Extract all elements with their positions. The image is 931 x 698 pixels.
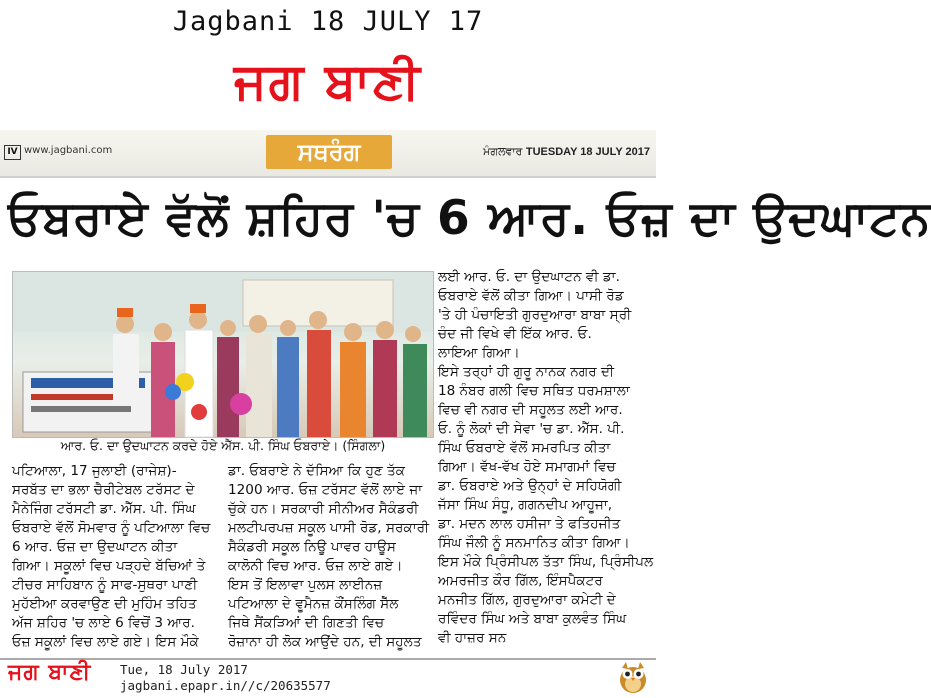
page-date-weekday: ਮੰਗਲਵਾਰ	[483, 145, 523, 158]
article-line: 'ਤੇ ਹੀ ਪੰਚਾਇਤੀ ਗੁਰਦੁਆਰਾ ਬਾਬਾ ਸ੍ਰੀ	[438, 307, 632, 323]
owl-icon	[618, 660, 648, 694]
article-line: ਪਟਿਆਲਾ ਦੇ ਵੂਮੈਨਜ਼ ਕੌਂਸਲਿੰਗ ਸੈੱਲ	[228, 596, 399, 612]
article-line: 18 ਨੰਬਰ ਗਲੀ ਵਿਚ ਸਥਿਤ ਧਰਮਸ਼ਾਲਾ	[438, 383, 630, 399]
article-line: 6 ਆਰ. ਓਜ਼ ਦਾ ਉਦਘਾਟਨ ਕੀਤਾ	[12, 539, 178, 555]
footer-date: Tue, 18 July 2017	[120, 662, 248, 677]
footer-link[interactable]: jagbani.epapr.in//c/20635577	[120, 678, 331, 693]
article-line: ਜੱਸਾ ਸਿੰਘ ਸੰਧੂ, ਗਗਨਦੀਪ ਆਹੂਜਾ,	[438, 497, 613, 513]
article-line: ਰਵਿੰਦਰ ਸਿੰਘ ਅਤੇ ਬਾਬਾ ਕੁਲਵੰਤ ਸਿੰਘ	[438, 611, 627, 627]
article-line: ਮੁਹੱਈਆ ਕਰਵਾਉਣ ਦੀ ਮੁਹਿੰਮ ਤਹਿਤ	[12, 596, 197, 612]
article-headline: ਓਬਰਾਏ ਵੱਲੋਂ ਸ਼ਹਿਰ 'ਚ 6 ਆਰ. ਓਜ਼ ਦਾ ਉਦਘਾਟਨ	[8, 191, 931, 246]
section-label: ਸਥਰੰਗ	[266, 135, 392, 169]
article-line: ਡਾ. ਓਬਰਾਏ ਨੇ ਦੱਸਿਆ ਕਿ ਹੁਣ ਤੱਕ	[228, 463, 406, 479]
article-line: ਲਾਇਆ ਗਿਆ।	[438, 345, 520, 361]
article-line: ਓਬਰਾਏ ਵੱਲੋਂ ਸੋਮਵਾਰ ਨੂੰ ਪਟਿਆਲਾ ਵਿਚ	[12, 520, 211, 536]
article-line: ਰੋਜ਼ਾਨਾ ਹੀ ਲੋਕ ਆਉਂਦੇ ਹਨ, ਦੀ ਸਹੂਲਤ	[228, 634, 422, 650]
article-line: ਮੈਨੇਜਿੰਗ ਟਰੱਸਟੀ ਡਾ. ਐੱਸ. ਪੀ. ਸਿੰਘ	[12, 501, 196, 517]
article-line: ਇਸੇ ਤਰ੍ਹਾਂ ਹੀ ਗੁਰੂ ਨਾਨਕ ਨਗਰ ਦੀ	[438, 364, 615, 380]
article-line: ਸੈਕੰਡਰੀ ਸਕੂਲ ਨਿਊ ਪਾਵਰ ਹਾਊਸ	[228, 539, 396, 555]
article-line: ਚੰਦ ਜੀ ਵਿਖੇ ਵੀ ਇੱਕ ਆਰ. ਓ.	[438, 326, 592, 342]
article-line: ਓਬਰਾਏ ਵੱਲੋਂ ਕੀਤਾ ਗਿਆ। ਪਾਸੀ ਰੋਡ	[438, 288, 624, 304]
footer-info	[120, 662, 331, 694]
group-photo-illustration	[13, 272, 433, 437]
article-line: ਮਲਟੀਪਰਪਜ਼ ਸਕੂਲ ਪਾਸੀ ਰੋਡ, ਸਰਕਾਰੀ	[228, 520, 430, 536]
article-line: ਓਜ਼ ਸਕੂਲਾਂ ਵਿਚ ਲਾਏ ਗਏ। ਇਸ ਮੌਕੇ	[12, 634, 199, 650]
article-line: ਸਿੰਘ ਓਬਰਾਏ ਵੱਲੋਂ ਸਮਰਪਿਤ ਕੀਤਾ	[438, 440, 611, 456]
article-line: ਸਿੰਘ ਜੌਲੀ ਨੂੰ ਸਨਮਾਨਿਤ ਕੀਤਾ ਗਿਆ।	[438, 535, 630, 551]
clipping-title: Jagbani 18 JULY 17	[172, 6, 484, 37]
article-line: ਓ. ਨੂੰ ਲੋਕਾਂ ਦੀ ਸੇਵਾ 'ਚ ਡਾ. ਐੱਸ. ਪੀ.	[438, 421, 625, 437]
article-line: ਟੀਚਰ ਸਾਹਿਬਾਨ ਨੂੰ ਸਾਫ-ਸੁਥਰਾ ਪਾਣੀ	[12, 577, 198, 593]
article-line: ਜਿਥੇ ਸੈਂਕੜਿਆਂ ਦੀ ਗਿਣਤੀ ਵਿਚ	[228, 615, 385, 631]
article-line: ਇਸ ਮੌਕੇ ਪ੍ਰਿੰਸੀਪਲ ਤੱਤਾ ਸਿੰਘ, ਪ੍ਰਿੰਸੀਪਲ	[438, 554, 654, 570]
footer-divider	[0, 658, 656, 660]
article-line: ਵਿਚ ਵੀ ਨਗਰ ਦੀ ਸਹੂਲਤ ਲਈ ਆਰ.	[438, 402, 623, 418]
article-line: ਵੀ ਹਾਜ਼ਰ ਸਨ	[438, 630, 507, 646]
page-date	[483, 145, 650, 159]
photo-caption: ਆਰ. ਓ. ਦਾ ਉਦਘਾਟਨ ਕਰਦੇ ਹੋਏ ਐੱਸ. ਪੀ. ਸਿੰਘ ਓਬਰਾਏ। (ਸਿੰਗਲਾ)	[60, 438, 386, 453]
article-line: ਗਿਆ। ਵੱਖ-ਵੱਖ ਹੋਏ ਸਮਾਗਮਾਂ ਵਿਚ	[438, 459, 616, 475]
article-line: ਇਸ ਤੋਂ ਇਲਾਵਾ ਪੁਲਸ ਲਾਈਨਜ਼	[228, 577, 383, 593]
article-line: ਅਮਰਜੀਤ ਕੌਰ ਗਿੱਲ, ਇੰਸਪੈਕਟਰ	[438, 573, 603, 589]
article-line: ਲਈ ਆਰ. ਓ. ਦਾ ਉਦਘਾਟਨ ਵੀ ਡਾ.	[438, 269, 620, 285]
masthead-logo: ਜਗ ਬਾਣੀ	[234, 52, 422, 110]
article-line: ਅੱਜ ਸ਼ਹਿਰ 'ਚ ਲਾਏ 6 ਵਿਚੋਂ 3 ਆਰ.	[12, 615, 195, 631]
article-line: 1200 ਆਰ. ਓਜ਼ ਟਰੱਸਟ ਵੱਲੋਂ ਲਾਏ ਜਾ	[228, 482, 423, 498]
article-column-3	[438, 268, 654, 648]
news-photo	[12, 271, 434, 438]
article-line: ਡਾ. ਓਬਰਾਏ ਅਤੇ ਉਨ੍ਹਾਂ ਦੇ ਸਹਿਯੋਗੀ	[438, 478, 622, 494]
article-line: ਸਰਬੱਤ ਦਾ ਭਲਾ ਚੈਰੀਟੇਬਲ ਟਰੱਸਟ ਦੇ	[12, 482, 195, 498]
article-line: ਡਾ. ਮਦਨ ਲਾਲ ਹਸੀਜਾ ਤੇ ਫਤਿਹਜੀਤ	[438, 516, 621, 532]
footer-logo: ਜਗ ਬਾਣੀ	[8, 660, 92, 685]
page-header-strip	[0, 130, 656, 178]
article-line: ਮਨਜੀਤ ਗਿੱਲ, ਗੁਰਦੁਆਰਾ ਕਮੇਟੀ ਦੇ	[438, 592, 616, 608]
article-line: ਗਿਆ। ਸਕੂਲਾਂ ਵਿਚ ਪੜ੍ਹਦੇ ਬੱਚਿਆਂ ਤੇ	[12, 558, 206, 574]
site-url[interactable]: www.jagbani.com	[24, 145, 113, 156]
article-line: ਚੁੱਕੇ ਹਨ। ਸਰਕਾਰੀ ਸੀਨੀਅਰ ਸੈਕੰਡਰੀ	[228, 501, 419, 517]
article-line: ਕਾਲੋਨੀ ਵਿਚ ਆਰ. ਓਜ਼ ਲਾਏ ਗਏ।	[228, 558, 403, 574]
page-date-english: TUESDAY 18 JULY 2017	[525, 146, 650, 158]
article-line: ਪਟਿਆਲਾ, 17 ਜੁਲਾਈ (ਰਾਜੇਸ਼)-	[12, 463, 177, 479]
article-column-2	[228, 462, 434, 652]
article-column-1	[12, 462, 220, 652]
channel-logo-icon: IV	[4, 145, 21, 160]
